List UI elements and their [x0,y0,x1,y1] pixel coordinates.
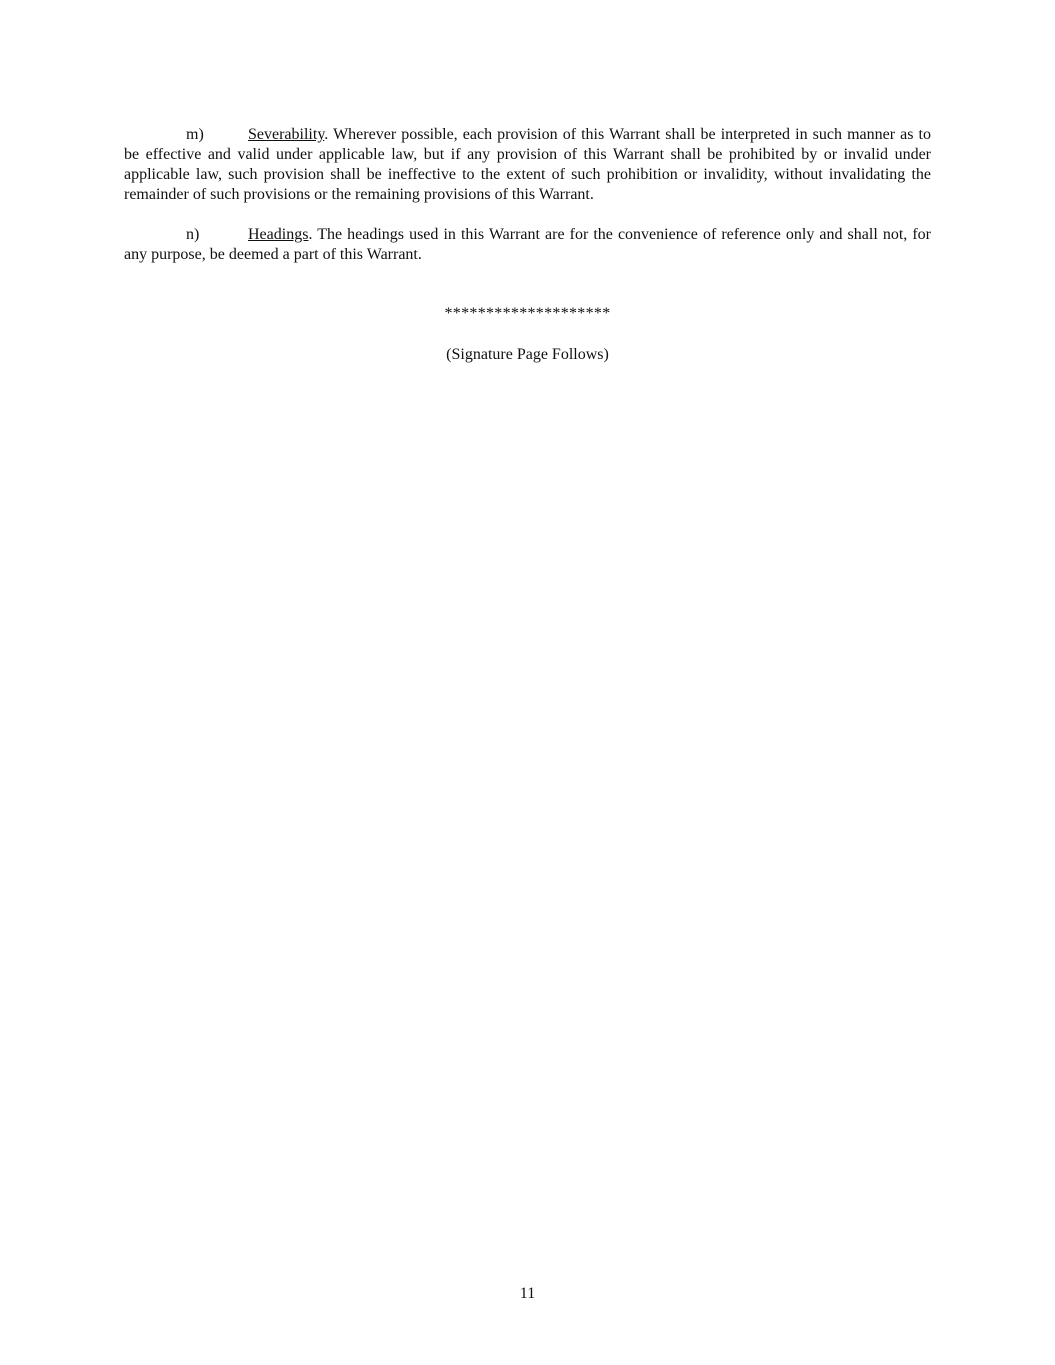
section-heading: Headings [248,226,309,243]
section-headings [124,225,931,265]
section-body: . Wherever possible, each provision of this Warrant shall be interpreted in such manner as to be effective and valid under applicable law, but if any provision of this Warrant shall be prohibited by or invalid under applicable law, such provision shall be ineffective to the extent of such prohibition or invalidity, without invalidating the remainder of such provisions or the remaining provisions of this Warrant. [124,126,931,203]
signature-page-note: (Signature Page Follows) [446,346,609,363]
separator-stars: ******************** [444,305,611,322]
section-letter: m) [186,126,204,143]
section-severability [124,125,931,205]
section-letter: n) [186,226,200,243]
page-number: 11 [519,1285,536,1302]
section-body: . The headings used in this Warrant are for the convenience of reference only and shall not, for any purpose, be deemed a part of this Warrant. [124,226,931,263]
section-heading: Severability [248,126,325,143]
